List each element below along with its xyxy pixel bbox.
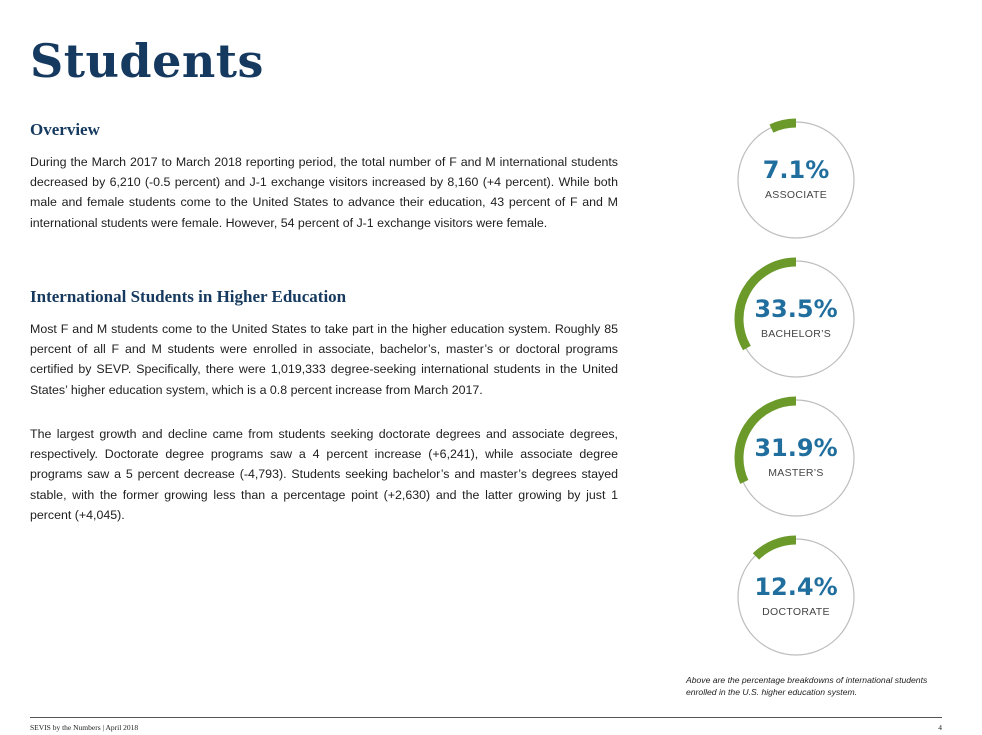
page-number: 4	[938, 723, 942, 732]
donut-masters	[734, 396, 858, 520]
donut-doctorate-label: DOCTORATE	[762, 606, 830, 618]
footer-text: SEVIS by the Numbers | April 2018	[30, 723, 139, 732]
donut-bachelors-value: 33.5%	[754, 295, 838, 323]
donut-doctorate-value: 12.4%	[754, 573, 838, 601]
donut-bachelors-label: BACHELOR’S	[760, 328, 832, 340]
overview-heading: Overview	[30, 120, 100, 139]
overview-paragraph: During the March 2017 to March 2018 reporting period, the total number of F and M international students decreased by 6,210 (-0.5 percent) and J-1 exchange visitors increased by 8,160 (+4 percent). While both male and female students come to the United States to advance their education, 43 percent of F and M international students were female. However, 54 percent of J-1 exchange visitors were female.	[30, 155, 618, 230]
donut-associate	[734, 118, 858, 242]
page-title: Students	[30, 34, 264, 88]
footer-divider	[30, 717, 942, 718]
higher-education-heading: International Students in Higher Education	[30, 287, 347, 306]
donut-doctorate-arc	[756, 540, 796, 556]
donut-masters-label: MASTER’S	[768, 467, 824, 479]
donut-associate-label: ASSOCIATE	[764, 189, 828, 201]
donut-associate-arc	[771, 123, 796, 129]
higher-education-paragraph-2: The largest growth and decline came from students seeking doctorate degrees and associate degrees, respectively. Doctorate degree programs saw a 4 percent increase (+6,241), while associate degree programs saw a 5 percent decrease (-4,793). Students seeking bachelor’s and master’s degrees stayed stable, with the former growing less than a percentage point (+2,630) and the latter growing by just 1 percent (+4,045).	[30, 427, 618, 522]
donut-masters-value: 31.9%	[754, 434, 838, 462]
chart-caption: Above are the percentage breakdowns of international students enrolled in the U.S. higher education system.	[686, 675, 928, 697]
higher-education-paragraph-1: Most F and M students come to the United States to take part in the higher education system. Roughly 85 percent of all F and M students were enrolled in associate, bachelor’s, master’s or doctoral programs certified by SEVP. Specifically, there were 1,019,333 degree-seeking international students in the United States’ higher education system, which is a 0.8 percent increase from March 2017.	[30, 322, 618, 397]
donut-associate-value: 7.1%	[762, 156, 830, 184]
donut-doctorate	[734, 535, 858, 659]
donut-bachelors	[734, 257, 858, 381]
